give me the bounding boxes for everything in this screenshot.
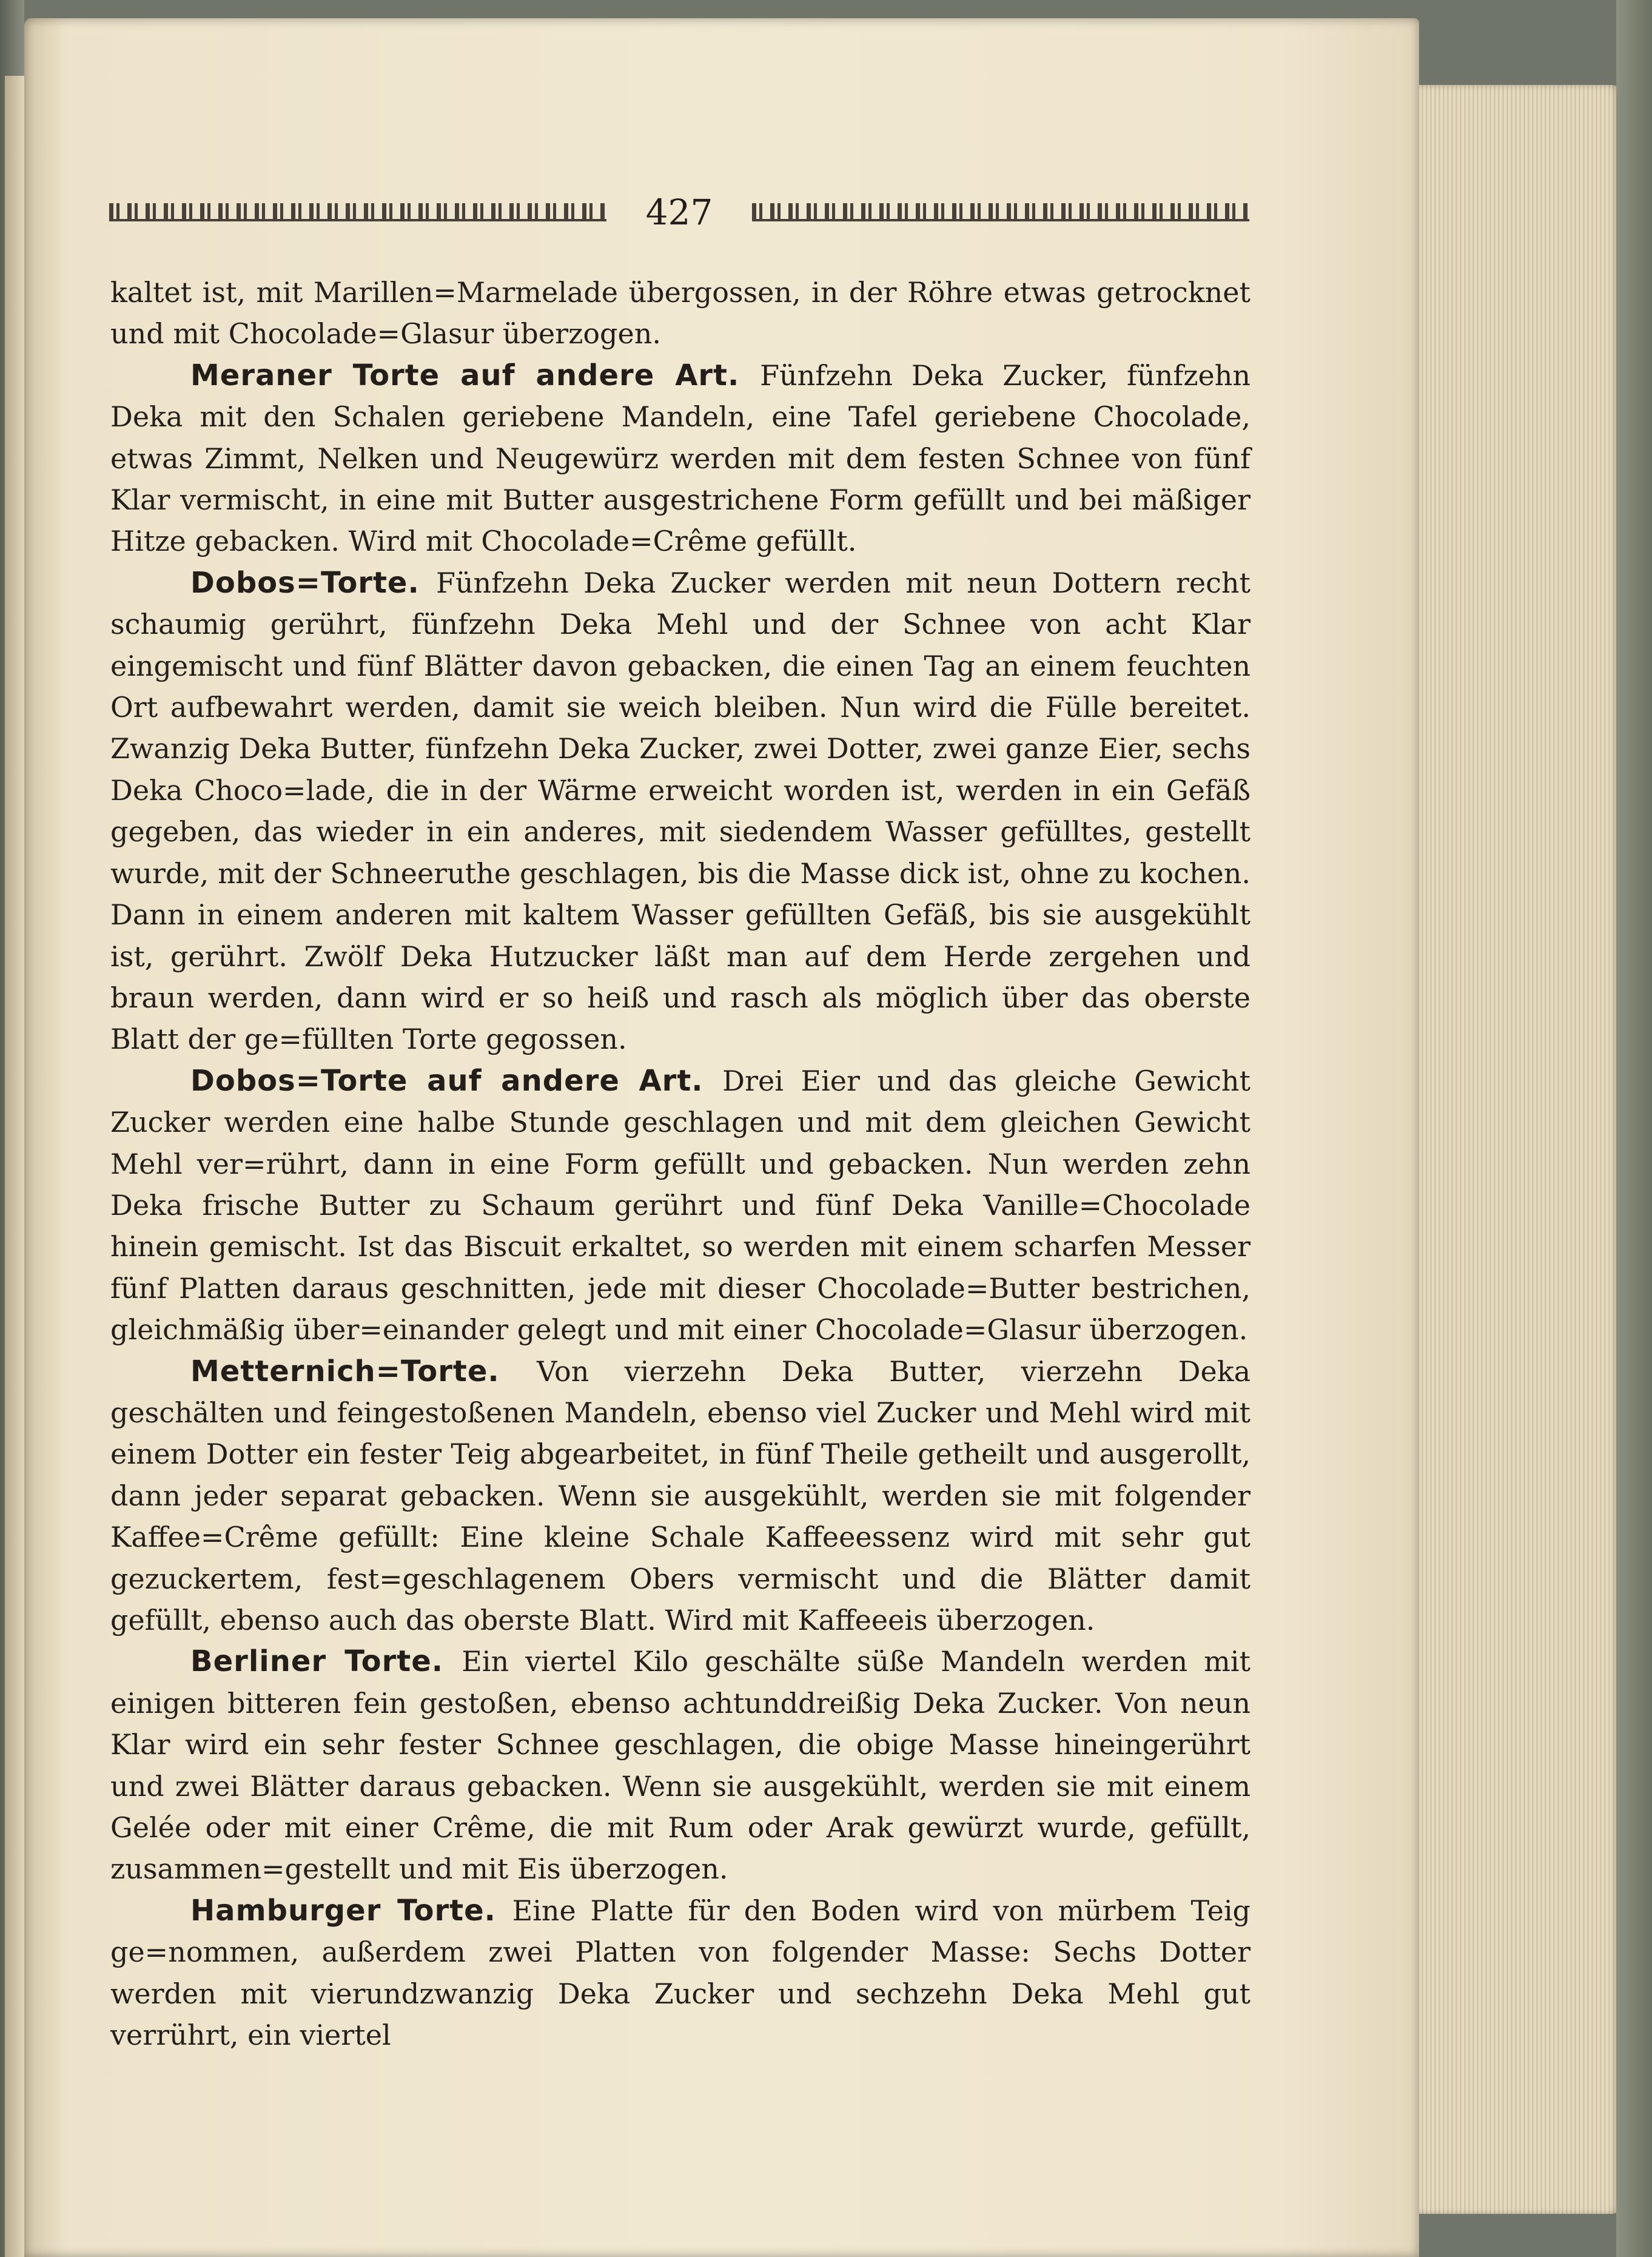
body-text: [110, 272, 1251, 2056]
recipe-heading: Dobos=Torte auf andere Art.: [190, 1063, 723, 1098]
page-stack-edge: [1419, 85, 1619, 2214]
recipe-dobos-torte-andere-art: [110, 1060, 1251, 1351]
recipe-text: Drei Eier und das gleiche Gewicht Zucker werden eine halbe Stunde geschlagen und mit dem gleichen Gewicht Mehl ver=rührt, dann in eine Form gefüllt und gebacken. Nun werden zehn Deka frische Butter zu Schaum gerührt und fünf Deka Vanille=Chocolade hinein gemischt. Ist das Biscuit erkaltet, so werden mit einem scharfen Messer fünf Platten daraus geschnitten, jede mit dieser Chocolade=Butter bestrichen, gleichmäßig über=einander gelegt und mit einer Chocolade=Glasur überzogen.: [110, 1064, 1251, 1347]
recipe-text: Eine Platte für den Boden wird von mürbem Teig ge=nommen, außerdem zwei Platten von folgender Masse: Sechs Dotter werden mit vierundzwanzig Deka Zucker und sechzehn Deka Mehl gut verrührt, ein viertel: [110, 1894, 1251, 2052]
recipe-meraner-torte-andere-art: [110, 355, 1251, 562]
recipe-heading: Dobos=Torte.: [190, 565, 436, 600]
recipe-heading: Hamburger Torte.: [190, 1893, 512, 1928]
recipe-metternich-torte: [110, 1351, 1251, 1641]
recipe-heading: Metternich=Torte.: [190, 1354, 537, 1388]
recipe-text: Ein viertel Kilo geschälte süße Mandeln werden mit einigen bitteren fein gestoßen, ebenso achtunddreißig Deka Zucker. Von neun Klar wird ein sehr fester Schnee geschlagen, die obige Masse hineingerührt und zwei Blätter daraus gebacken. Wenn sie ausgekühlt, werden sie mit einem Gelée oder mit einer Crême, die mit Rum oder Arak gewürzt wurde, gefüllt, zusammen=gestellt und mit Eis überzogen.: [110, 1645, 1251, 1886]
recipe-hamburger-torte: [110, 1890, 1251, 2056]
header-ornament-right: [752, 203, 1249, 221]
recipe-text: Fünfzehn Deka Zucker, fünfzehn Deka mit den Schalen geriebene Mandeln, eine Tafel geriebene Chocolade, etwas Zimmt, Nelken und Neugewürz werden mit dem festen Schnee von fünf Klar vermischt, in eine mit Butter ausgestrichene Form gefüllt und bei mäßiger Hitze gebacken. Wird mit Chocolade=Crême gefüllt.: [110, 358, 1251, 558]
recipe-berliner-torte: [110, 1641, 1251, 1889]
previous-page-edge: [5, 76, 27, 2257]
header-ornament-left: [109, 203, 606, 221]
paragraph-continuation: [110, 272, 1251, 355]
recipe-dobos-torte: [110, 562, 1251, 1060]
recipe-text: Fünfzehn Deka Zucker werden mit neun Dottern recht schaumig gerührt, fünfzehn Deka Mehl und der Schnee von acht Klar eingemischt und fünf Blätter davon gebacken, die einen Tag an einem feuchten Ort aufbewahrt werden, damit sie weich bleiben. Nun wird die Fülle bereitet. Zwanzig Deka Butter, fünfzehn Deka Zucker, zwei Dotter, zwei ganze Eier, sechs Deka Choco=lade, die in der Wärme erweicht worden ist, werden in ein Gefäß gegeben, das wieder in ein anderes, mit siedendem Wasser gefülltes, gestellt wurde, mit der Schneeruthe geschlagen, bis die Masse dick ist, ohne zu kochen. Dann in einem anderen mit kaltem Wasser gefüllten Gefäß, bis sie ausgekühlt ist, gerührt. Zwölf Deka Hutzucker läßt man auf dem Herde zergehen und braun werden, dann wird er so heiß und rasch als möglich über das oberste Blatt der ge=füllten Torte gegossen.: [110, 566, 1251, 1056]
page-header: [109, 182, 1249, 243]
recipe-text: Von vierzehn Deka Butter, vierzehn Deka geschälten und feingestoßenen Mandeln, ebenso viel Zucker und Mehl wird mit einem Dotter ein fester Teig abgearbeitet, in fünf Theile getheilt und ausgerollt, dann jeder separat gebacken. Wenn sie ausgekühlt, werden sie mit folgender Kaffee=Crême gefüllt: Eine kleine Schale Kaffeeessenz wird mit sehr gut gezuckertem, fest=geschlagenem Obers vermischt und die Blätter damit gefüllt, ebenso auch das oberste Blatt. Wird mit Kaffeeeis überzogen.: [110, 1354, 1251, 1636]
recipe-heading: Meraner Torte auf andere Art.: [190, 358, 761, 392]
page-number: 427: [645, 192, 713, 233]
book-cover-right: [1616, 0, 1652, 2257]
recipe-heading: Berliner Torte.: [190, 1644, 462, 1679]
paragraph-text: kaltet ist, mit Marillen=Marmelade übergossen, in der Röhre etwas getrocknet und mit Chocolade=Glasur überzogen.: [110, 276, 1251, 351]
